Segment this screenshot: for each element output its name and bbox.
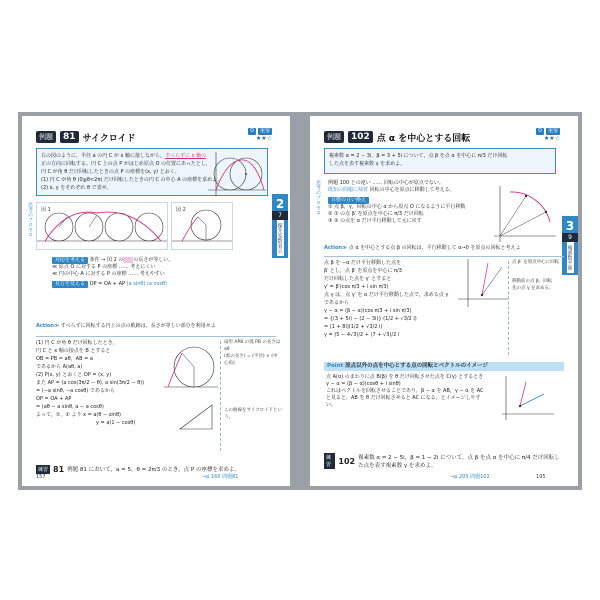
side-note: この曲線をサイクロイドという。 xyxy=(224,408,282,420)
side-note: 点 β′ を原点中心に回転 xyxy=(512,260,560,265)
rotation-diagram xyxy=(486,182,558,242)
point-vector-figure xyxy=(496,374,556,422)
chapter-name: 媒介変数表示 xyxy=(277,220,284,256)
problem-text-2: 正の方向に回転する。円 C 上の点 P がはじめ原点 O の位置にあったとし， xyxy=(41,161,211,167)
sol-line: OP = OA + AP xyxy=(36,396,72,402)
cycloid-diagram xyxy=(208,152,266,196)
left-page xyxy=(22,116,290,486)
point-content xyxy=(326,374,486,409)
step1-label: 対応を考える xyxy=(52,257,88,264)
chapter-number: 2 xyxy=(275,197,285,211)
problem-box xyxy=(324,148,556,174)
right-page xyxy=(310,116,578,486)
point-line: これはベクトルを回転させることであり，β − α を AB，γ − α を AC xyxy=(326,388,484,394)
sol-line: = {(3 + 5i) − (2 − 3i)} (1/2 + √3/2 i) xyxy=(324,316,417,322)
sol-line: よって，①，② より x = a(θ − sinθ) xyxy=(36,412,121,418)
footer-ref-text: →p.205 問題102 xyxy=(450,474,490,480)
angle-figure xyxy=(171,202,233,250)
solution-notes xyxy=(224,339,282,421)
solution-rotation-figure xyxy=(458,259,508,307)
sol-line: γ = (5 − 4√3)/2 + (7 + √3)/2 i xyxy=(324,332,400,338)
point-title: 原点以外の点を中心とする点の回転とベクトルのイメージ xyxy=(345,363,489,369)
sol-line: だけ回転した点を γ′ とすると xyxy=(324,276,392,282)
difficulty-box xyxy=(536,127,560,142)
practice-label: 練習 xyxy=(38,466,49,473)
step1-b: ② ① の点 β′ を原点を中心に π/3 だけ回転 xyxy=(328,211,424,217)
step3-label: 見方を変える xyxy=(52,281,88,288)
margin-divider xyxy=(508,261,509,355)
chapter-name: 複素数平面 xyxy=(567,242,574,273)
left-page-number: 157 xyxy=(36,474,46,480)
figure-2-label: 図 2 xyxy=(176,207,186,213)
difficulty-level: D xyxy=(538,128,543,134)
action-line xyxy=(324,244,564,251)
intro-text: 例題 100 との違い …… 回転の中心が原点でない。 xyxy=(328,180,444,186)
example-label: 例題 xyxy=(324,131,344,143)
problem-text-2: した点を表す複素数 γ を求めよ。 xyxy=(329,161,406,167)
point-bar xyxy=(324,362,564,371)
sol-line: また AP = (a cos(3π/2 − θ), a sin(3π/2 − θ)) xyxy=(36,380,145,386)
step1-text-b: の長さが等しい。 xyxy=(133,257,174,263)
sol-line: (1) 円 C が角 θ だけ回転したとき， xyxy=(36,340,118,346)
side-note: (弧の長さ) = (半径) × (中心角) xyxy=(224,354,278,366)
sol-line: (2) P(x, y) とおくと OP = (x, y) xyxy=(36,372,112,378)
problem-text-4: (x, y) とおく。 xyxy=(145,169,180,175)
margin-divider xyxy=(220,341,221,451)
example-number: 102 xyxy=(348,131,373,143)
sol-line: = (−a sinθ, −a cosθ) であるから xyxy=(36,388,115,394)
sol-line: γ − α = (β − α)(cos π/3 + i sin π/3) xyxy=(324,308,412,314)
thinking-process xyxy=(328,180,478,225)
side-label-process: 思考のプロセス xyxy=(315,180,321,215)
sol-line: y = a(1 − cosθ) xyxy=(96,420,136,426)
right-title-row xyxy=(324,130,560,144)
step3-text: OP = OA + AP xyxy=(89,281,125,287)
chapter-number: 3 xyxy=(565,219,575,233)
example-number: 81 xyxy=(60,131,79,143)
practice-text: 例題 81 において，a = 5，θ = 2π/3 のとき，点 P の座標を求めよ。 xyxy=(67,467,240,473)
side-note: 移動前の点 β，回転 xyxy=(512,279,553,284)
solution-circle-figure xyxy=(164,341,218,393)
footer-ref-text: →p.160 問題81 xyxy=(202,474,239,480)
sol-line: OB = PB = aθ，AB = a xyxy=(36,356,93,362)
problem-text-1: 右の図のように，半径 a の円 C が x 軸に接しながら， xyxy=(41,153,166,159)
step3-sub: (a sinθ) (a cosθ) xyxy=(126,281,167,287)
solution-notes xyxy=(512,259,570,292)
step2-text: ≪ 原点 O に対する P の座標 …… 考えにくい xyxy=(52,264,156,270)
step1-label: 目標の言い換え xyxy=(328,197,369,204)
side-label-process: 思考のプロセス xyxy=(27,202,33,237)
figure-1-label: 図 1 xyxy=(41,207,51,213)
step1-text: 条件 ⇒ 図 2 の xyxy=(89,257,124,263)
practice-row xyxy=(36,462,276,476)
right-page-number: 195 xyxy=(536,474,546,480)
rolling-circles-figure xyxy=(36,202,168,250)
problem-highlight: すべらずに x 軸の xyxy=(165,153,207,159)
page-title: 点 α を中心とする回転 xyxy=(376,133,471,144)
sol-line: 円 C と x 軸の接点を B とすると xyxy=(36,348,111,354)
thinking-process xyxy=(52,254,242,288)
sol-line: = (aθ − a sinθ, a − a cosθ) xyxy=(36,404,104,410)
side-note: 扇形 APB の弧 PB の長さは aθ xyxy=(224,340,281,352)
solution-column xyxy=(324,259,454,339)
point-line: と見ると，AB を θ だけ回転させると AC になる，とイメージしやすい。 xyxy=(326,395,481,408)
right-footer-ref[interactable] xyxy=(450,473,490,480)
sol-line: 点 γ は，点 γ′ を α だけ平行移動した点で，求める点 γ であるから xyxy=(324,292,449,306)
step1-a: ① 点 β，γ，回転の中心 α から原点 O になるように平行移動 xyxy=(328,204,466,210)
difficulty-stars: ★★☆ xyxy=(543,135,560,142)
side-note: 先の点 γ を求める。 xyxy=(512,286,554,291)
left-footer-ref[interactable] xyxy=(202,473,238,480)
triangle-figure xyxy=(176,399,216,433)
practice-number: 81 xyxy=(53,464,65,474)
problem-text-1: 複素数 α = 2 − 3i，β = 3 + 5i について，点 β を点 α を中心に π/3 だけ回転 xyxy=(329,153,508,159)
sol-line: γ′ = β′(cos π/3 + i sin π/3) xyxy=(324,284,389,290)
difficulty-stars: ★★☆ xyxy=(255,135,272,142)
difficulty-level: D xyxy=(250,128,255,134)
point-line: γ − α = (β − α)(cosθ + i sinθ) xyxy=(326,381,401,387)
action-label: Action≫ xyxy=(324,245,348,251)
difficulty-tag: 重要 xyxy=(259,128,270,134)
left-title-row xyxy=(36,130,272,144)
figure-row xyxy=(36,202,233,250)
difficulty-tag: 重要 xyxy=(547,128,558,134)
page-title: サイクロイド xyxy=(82,133,136,144)
problem-q2: (2) x, y をそれぞれ θ で表せ。 xyxy=(41,185,112,191)
action-text: 点 α を中心とする点 β の回転は，平行移動して α→0 を原点の回転と考えよ xyxy=(348,245,521,251)
chapter-tab xyxy=(272,194,288,258)
action-line xyxy=(36,322,276,329)
practice-text: 複素数 α = 2 − 5i，β = 1 − 2i について，点 β を点 α を中心に π/4 だけ回転した点を表す複素数 γ を求めよ。 xyxy=(358,455,560,469)
sol-line: = (1 + 8i)(1/2 + √3/2 i) xyxy=(324,324,383,330)
intro-note-b: 回転の中心を原点に移動して考える。 xyxy=(369,187,455,193)
section-number: 9 xyxy=(562,233,578,242)
practice-number: 102 xyxy=(338,456,356,466)
solution-column xyxy=(36,339,156,427)
practice-row xyxy=(324,454,564,468)
sol-line: 点 β を −α だけ平行移動した点を xyxy=(324,260,402,266)
action-label: Action≫ xyxy=(36,323,60,329)
section-number: 7 xyxy=(272,211,288,220)
point-label: Point xyxy=(327,363,344,369)
problem-q1: (1) 円 C が角 θ (0≦θ<2π) だけ回転したときの円 C の中心 A の座標を求めよ。 xyxy=(41,177,223,183)
point-line: 点 A(α) のまわりに点 B(β) を θ だけ回転させた点を C(γ) とするとき xyxy=(326,374,484,380)
step2-text-b: ≪ 円の中心 A に対する P の座標 …… 考えやすい xyxy=(52,271,165,277)
action-text: すべらずに回転する円上の点の軌跡は，長さが等しい部分を利用せよ xyxy=(60,323,216,329)
sol-line: であるから A(aθ, a) xyxy=(36,364,83,370)
solution-section xyxy=(36,336,282,455)
sol-line: β′ とし，点 β′ を原点を中心に π/3 xyxy=(324,268,402,274)
solution-section xyxy=(324,256,564,359)
difficulty-box xyxy=(248,127,272,142)
problem-text-3: 円 C が角 θ だけ回転したときの点 P の座標を xyxy=(41,169,146,175)
practice-label: 練習 xyxy=(324,453,335,469)
example-label: 例題 xyxy=(36,131,56,143)
intro-note: 既知の問題に帰着 xyxy=(328,187,369,193)
step1-c: ③ ② の点を α だけ平行移動して元に戻す xyxy=(328,218,422,224)
